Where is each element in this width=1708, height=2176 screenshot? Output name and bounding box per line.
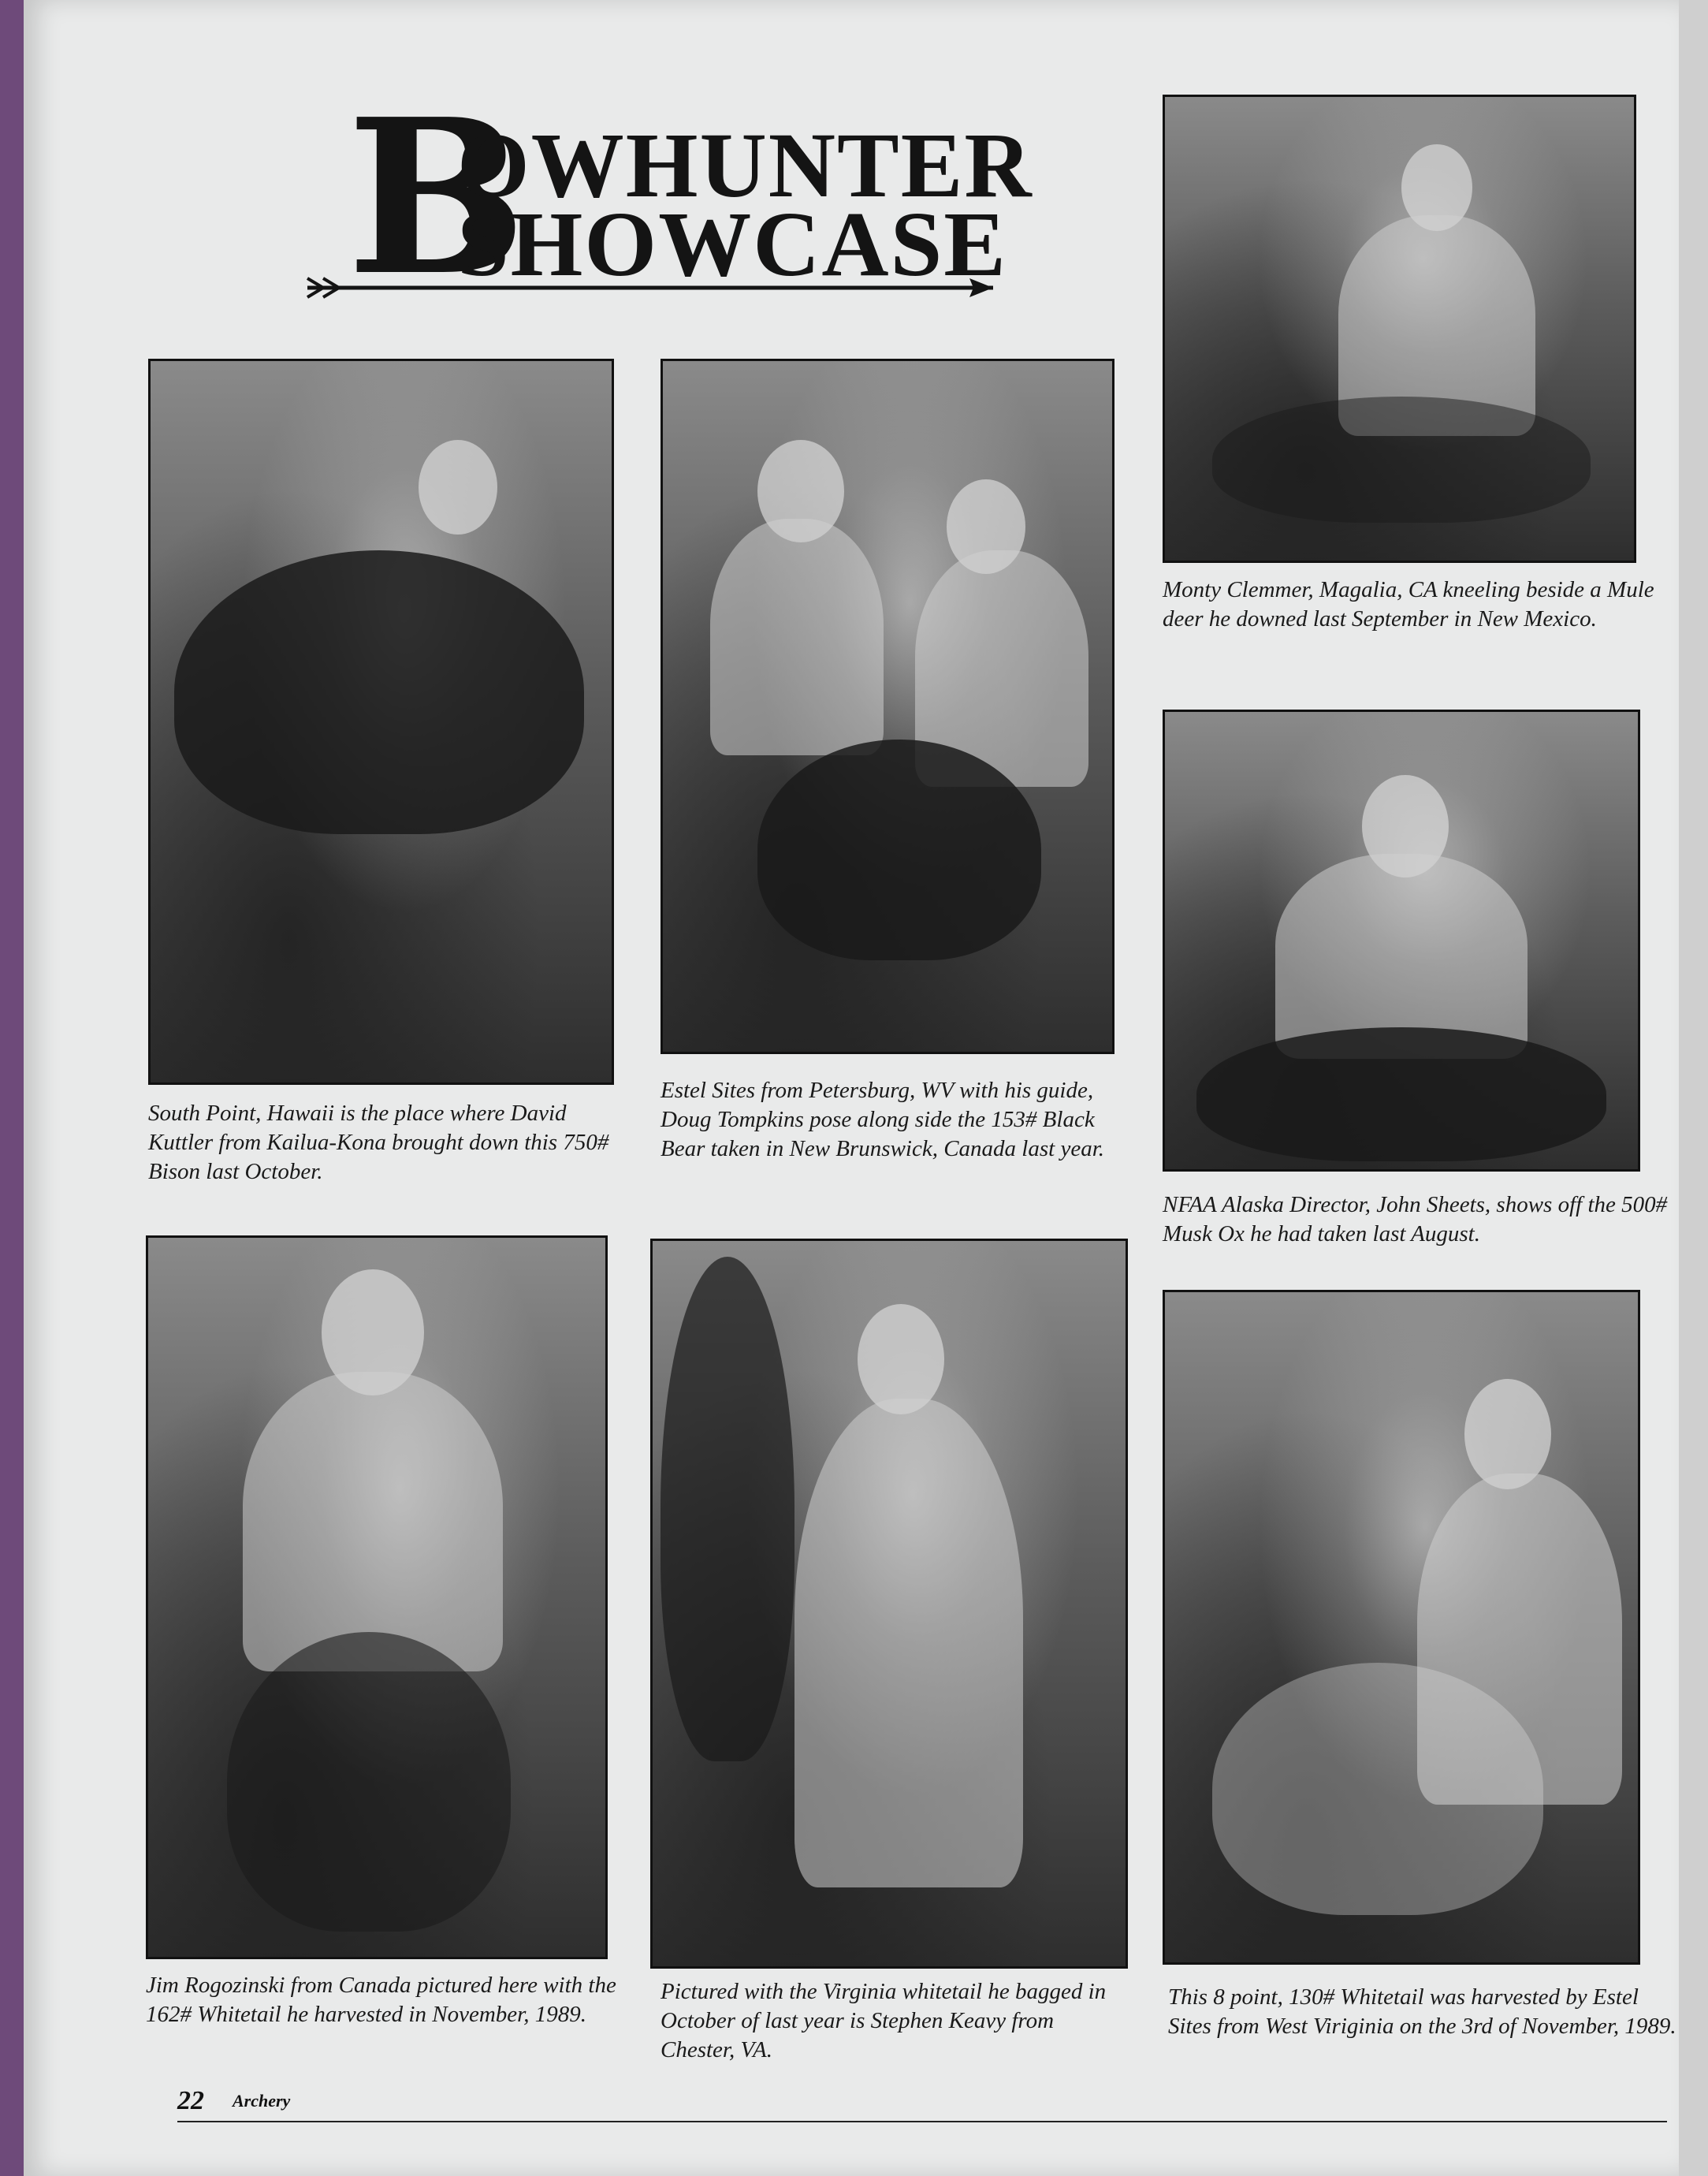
caption-virginia-whitetail: Pictured with the Virginia whitetail he bagged in October of last year is Stephen Keavy from Chester, VA. — [661, 1979, 1107, 2062]
photo-virginia-whitetail — [650, 1239, 1128, 1969]
masthead-initial: B — [347, 72, 527, 322]
caption-black-bear: Estel Sites from Petersburg, WV with his guide, Doug Tompkins pose along side the 153# Black Bear taken in New Brunswick, Canada last year. — [661, 1078, 1105, 1161]
magazine-page — [24, 0, 1679, 2176]
caption-mule-deer: Monty Clemmer, Magalia, CA kneeling beside a Mule deer he downed last September in New Mexico. — [1163, 577, 1654, 632]
caption-whitetail-canada: Jim Rogozinski from Canada pictured here with the 162# Whitetail he harvested in November, 1989. — [146, 1973, 616, 2027]
caption-whitetail-west-virginia: This 8 point, 130# Whitetail was harvested by Estel Sites from West Viriginia on the 3rd of November, 1989. — [1168, 1984, 1676, 2039]
masthead — [300, 72, 1033, 322]
masthead-title-line1: OWHUNTER — [457, 114, 1033, 217]
photo-whitetail-west-virginia — [1163, 1290, 1640, 1965]
magazine-name: Archery — [233, 2091, 291, 2111]
photo-black-bear — [661, 359, 1114, 1054]
caption-bison: South Point, Hawaii is the place where David Kuttler from Kailua-Kona brought down this 750# Bison last October. — [148, 1101, 609, 1184]
caption-musk-ox: NFAA Alaska Director, John Sheets, shows off the 500# Musk Ox he had taken last August. — [1163, 1192, 1668, 1246]
page-number: 22 — [177, 2086, 204, 2115]
photo-musk-ox — [1163, 710, 1640, 1172]
photo-mule-deer — [1163, 95, 1636, 563]
page-edge — [1679, 0, 1708, 2176]
masthead-title-line2: SHOWCASE — [457, 192, 1007, 296]
footer-rule — [177, 2121, 1667, 2122]
photo-whitetail-canada — [146, 1235, 608, 1959]
photo-bison — [148, 359, 614, 1085]
